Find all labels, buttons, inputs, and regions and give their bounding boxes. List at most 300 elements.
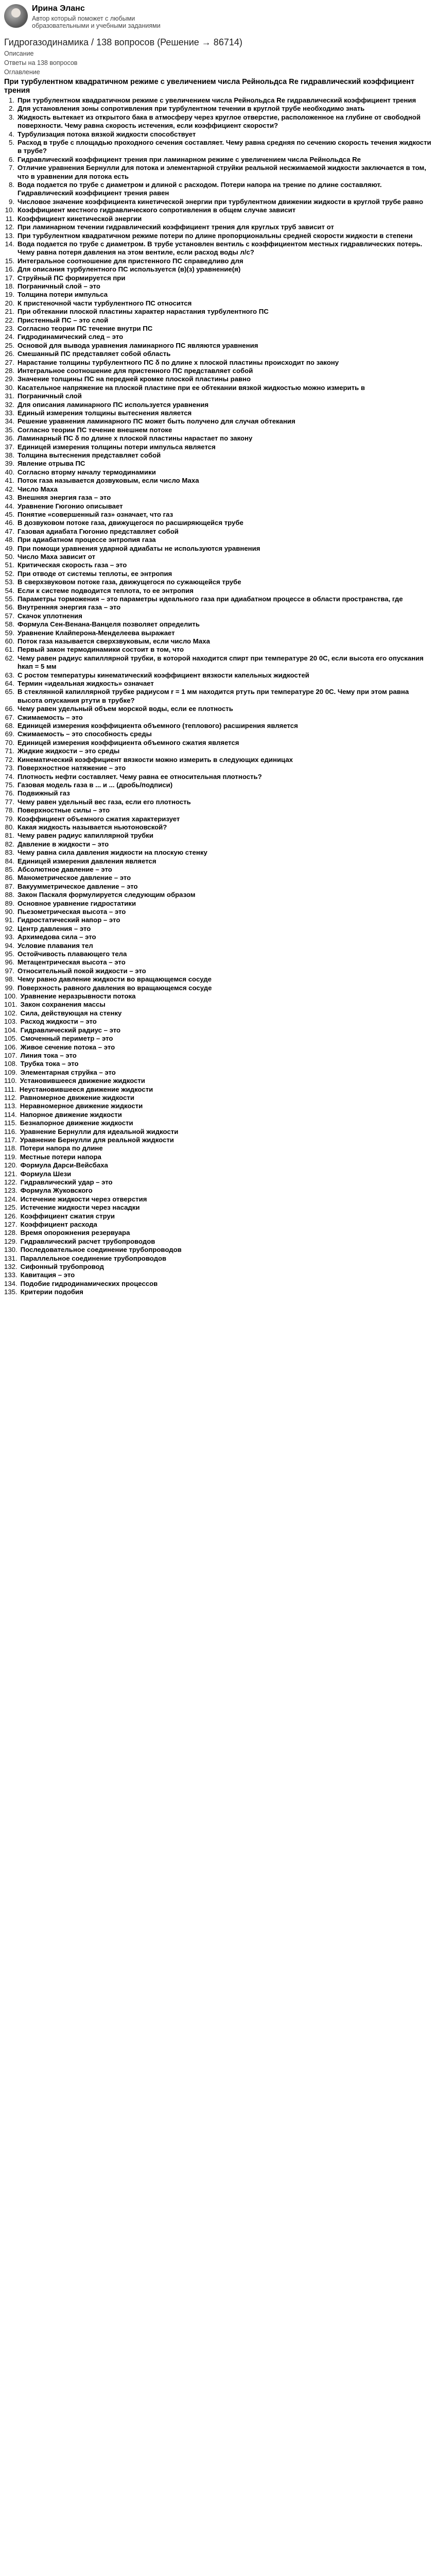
- question-text: Кинематический коэффициент вязкости можно измерить в следующих единицах: [18, 755, 293, 764]
- question-text: Какая жидкость называется ньютоновской?: [18, 823, 167, 831]
- question-text: Параметры торможения – это параметры идеального газа при адиабатном процессе в области пространства, где: [18, 595, 403, 603]
- question-number: 58.: [5, 620, 14, 629]
- question-item: [4, 434, 432, 443]
- question-text: Единицей измерения давления является: [18, 857, 156, 865]
- question-item: [4, 359, 432, 367]
- question-number: 29.: [5, 375, 14, 383]
- question-item: [4, 1144, 432, 1153]
- question-number: 19.: [5, 291, 14, 299]
- question-number: 50.: [5, 552, 14, 561]
- question-list: [4, 96, 432, 1297]
- question-item: [4, 1060, 432, 1068]
- question-number: 53.: [5, 578, 14, 586]
- question-item: [4, 671, 432, 680]
- question-item: [4, 900, 432, 908]
- question-text: Кавитация – это: [20, 1271, 75, 1279]
- question-text: Вода подается по трубе с диаметром и длиной с расходом. Потери напора на трение по длине составляют. Гидравлический коэффициент трения равен: [18, 181, 382, 197]
- question-number: 96.: [5, 958, 14, 967]
- author-avatar[interactable]: [4, 4, 28, 28]
- question-text: Элементарная струйка – это: [20, 1068, 116, 1076]
- question-number: 121.: [4, 1170, 18, 1178]
- question-item: [4, 578, 432, 586]
- question-item: [4, 587, 432, 595]
- question-text: Основное уравнение гидростатики: [18, 899, 136, 907]
- question-number: 94.: [5, 941, 14, 950]
- question-text: Критическая скорость газа – это: [18, 561, 127, 569]
- question-item: [4, 637, 432, 646]
- question-number: 117.: [4, 1136, 17, 1144]
- question-item: [4, 156, 432, 164]
- question-number: 128.: [4, 1229, 18, 1237]
- question-item: [4, 798, 432, 806]
- question-text: Чему равен радиус капиллярной трубки: [18, 832, 153, 840]
- question-number: 67.: [5, 713, 14, 721]
- question-number: 89.: [5, 899, 14, 907]
- question-number: 25.: [5, 341, 14, 349]
- question-item: [4, 1212, 432, 1221]
- question-text: Формула Сен-Венана-Ванцеля позволяет определить: [18, 620, 200, 629]
- question-item: [4, 1001, 432, 1009]
- question-item: [4, 1255, 432, 1263]
- question-item: [4, 468, 432, 477]
- question-number: 87.: [5, 882, 14, 890]
- question-item: [4, 1271, 432, 1279]
- question-number: 52.: [5, 569, 14, 578]
- question-item: [4, 1077, 432, 1085]
- question-number: 80.: [5, 823, 14, 831]
- question-item: [4, 1229, 432, 1237]
- question-item: [4, 443, 432, 451]
- question-number: 124.: [4, 1195, 18, 1203]
- question-item: [4, 849, 432, 857]
- question-item: [4, 883, 432, 891]
- question-item: [4, 1119, 432, 1127]
- question-item: [4, 1178, 432, 1187]
- question-item: [4, 232, 432, 240]
- question-item: [4, 646, 432, 654]
- question-number: 131.: [4, 1254, 18, 1262]
- question-text: Чему равен удельный вес газа, если его плотность: [18, 798, 191, 806]
- question-item: [4, 494, 432, 502]
- question-text: Для описания ламинарного ПС используется уравнения: [18, 400, 209, 409]
- question-text: Формула Жуковского: [20, 1187, 93, 1195]
- question-number: 14.: [5, 240, 14, 248]
- question-text: Линия тока – это: [20, 1051, 77, 1059]
- question-text: В дозвуковом потоке газа, движущегося по расширяющейся трубе: [18, 519, 243, 527]
- question-number: 49.: [5, 544, 14, 552]
- question-text: Расход жидкости – это: [20, 1018, 97, 1026]
- question-number: 45.: [5, 510, 14, 518]
- question-item: [4, 933, 432, 941]
- author-header: [4, 3, 432, 34]
- question-text: Уравнение Бернулли для идеальной жидкости: [20, 1127, 179, 1136]
- question-number: 114.: [4, 1110, 17, 1118]
- question-item: [4, 282, 432, 291]
- question-number: 91.: [5, 916, 14, 924]
- question-text: Абсолютное давление – это: [18, 865, 112, 873]
- question-item: [4, 975, 432, 984]
- question-text: Касательное напряжение на плоской пластине при ее обтекании вязкой жидкостью можно измерить в: [18, 383, 365, 392]
- question-number: 56.: [5, 603, 14, 612]
- question-text: Коэффициент сжатия струи: [20, 1212, 115, 1220]
- question-number: 28.: [5, 367, 14, 375]
- question-item: [4, 747, 432, 755]
- question-number: 104.: [4, 1026, 18, 1034]
- question-number: 130.: [4, 1246, 18, 1254]
- question-number: 126.: [4, 1212, 18, 1220]
- question-text: Пристенный ПС – это слой: [18, 316, 109, 324]
- question-number: 22.: [5, 316, 14, 324]
- question-item: [4, 130, 432, 139]
- question-text: Коэффициент местного гидравлического сопротивления в общем случае зависит: [18, 206, 296, 214]
- lead-question: При турбулентном квадратичном режиме с увеличением числа Рейнольдса Re гидравлический коэффициент трения: [4, 78, 415, 95]
- question-text: Установившееся движение жидкости: [20, 1077, 145, 1085]
- question-number: 98.: [5, 975, 14, 984]
- question-text: Решение уравнения ламинарного ПС может быть получено для случая обтекания: [18, 417, 295, 426]
- question-item: [4, 392, 432, 400]
- question-number: 133.: [4, 1271, 18, 1279]
- question-text: Условие плавания тел: [18, 941, 93, 950]
- question-text: Метацентрическая высота – это: [18, 958, 126, 967]
- question-text: Чему равна сила давления жидкости на плоскую стенку: [18, 849, 207, 857]
- author-name[interactable]: Ирина Эланс: [32, 4, 85, 13]
- question-number: 92.: [5, 924, 14, 933]
- question-item: [4, 1094, 432, 1102]
- question-item: [4, 1043, 432, 1052]
- question-item: [4, 984, 432, 992]
- question-item: [4, 958, 432, 967]
- question-number: 100.: [4, 992, 18, 1001]
- question-item: [4, 561, 432, 569]
- question-item: [4, 426, 432, 434]
- question-text: Явление отрыва ПС: [18, 460, 85, 468]
- question-text: Пограничный слой: [18, 392, 82, 400]
- question-text: Коэффициент объемного сжатия характеризует: [18, 815, 180, 823]
- question-item: [4, 916, 432, 924]
- question-number: 43.: [5, 494, 14, 502]
- question-text: Пьезометрическая высота – это: [18, 908, 126, 916]
- question-number: 18.: [5, 282, 14, 290]
- question-number: 34.: [5, 417, 14, 426]
- question-text: Интегральное соотношение для пристенного ПС справедливо для: [18, 257, 243, 265]
- question-item: [4, 1161, 432, 1170]
- question-number: 76.: [5, 789, 14, 798]
- question-item: [4, 1128, 432, 1136]
- question-item: [4, 536, 432, 544]
- question-number: 42.: [5, 485, 14, 493]
- question-number: 111.: [4, 1085, 16, 1093]
- question-item: [4, 417, 432, 426]
- question-number: 118.: [4, 1144, 17, 1153]
- question-text: Равномерное движение жидкости: [20, 1093, 134, 1101]
- question-text: Уравнение Клайперона-Менделеева выражает: [18, 629, 175, 637]
- question-number: 99.: [5, 984, 14, 992]
- question-text: Манометрическое давление – это: [18, 874, 131, 882]
- question-item: [4, 113, 432, 130]
- question-text: Закон Паскаля формулируется следующим образом: [18, 891, 196, 899]
- question-item: [4, 511, 432, 519]
- question-number: 108.: [4, 1060, 18, 1068]
- question-text: Последовательное соединение трубопроводов: [20, 1246, 182, 1254]
- question-number: 81.: [5, 832, 14, 840]
- question-text: При адиабатном процессе энтропия газа: [18, 536, 156, 544]
- question-number: 79.: [5, 815, 14, 823]
- question-number: 65.: [5, 688, 14, 696]
- question-text: Коэффициент кинетической энергии: [18, 214, 142, 223]
- question-item: [4, 832, 432, 840]
- question-item: [4, 308, 432, 316]
- question-text: Поверхностное натяжение – это: [18, 764, 126, 772]
- question-text: Истечение жидкости через отверстия: [20, 1195, 147, 1203]
- question-item: [4, 257, 432, 265]
- question-number: 122.: [4, 1178, 18, 1186]
- question-item: [4, 181, 432, 198]
- question-item: [4, 1136, 432, 1144]
- question-number: 46.: [5, 519, 14, 527]
- question-text: Газовая адиабата Гюгонио представляет собой: [18, 527, 179, 535]
- question-text: Неравномерное движение жидкости: [20, 1102, 143, 1110]
- question-text: Подобие гидродинамических процессов: [20, 1279, 158, 1287]
- question-number: 38.: [5, 451, 14, 460]
- question-text: Пограничный слой – это: [18, 282, 100, 290]
- question-text: Внешняя энергия газа – это: [18, 494, 111, 502]
- question-text: Гидростатический напор – это: [18, 916, 120, 924]
- question-text: Критерии подобия: [20, 1288, 83, 1296]
- question-text: Сила, действующая на стенку: [20, 1009, 122, 1017]
- question-item: [4, 1035, 432, 1043]
- question-item: [4, 891, 432, 899]
- question-text: Сжимаемость – это: [18, 713, 83, 721]
- question-item: [4, 139, 432, 156]
- question-item: [4, 1238, 432, 1246]
- question-item: [4, 925, 432, 933]
- question-number: 69.: [5, 730, 14, 738]
- question-item: [4, 367, 432, 375]
- question-item: [4, 215, 432, 223]
- question-text: Число Маха: [18, 485, 58, 493]
- question-item: [4, 460, 432, 468]
- question-item: [4, 942, 432, 950]
- question-number: 110.: [4, 1077, 17, 1085]
- question-text: Центр давления – это: [18, 924, 91, 933]
- question-number: 10.: [5, 206, 14, 214]
- question-item: [4, 722, 432, 730]
- question-number: 115.: [4, 1119, 17, 1127]
- question-item: [4, 1153, 432, 1161]
- question-item: [4, 992, 432, 1001]
- question-text: При ламинарном течении гидравлический коэффициент трения для круглых труб зависит от: [18, 223, 334, 231]
- question-item: [4, 316, 432, 325]
- question-number: 64.: [5, 680, 14, 688]
- question-number: 132.: [4, 1263, 18, 1271]
- question-number: 17.: [5, 274, 14, 282]
- question-item: [4, 519, 432, 527]
- question-number: 72.: [5, 755, 14, 764]
- question-number: 3.: [9, 113, 14, 121]
- question-text: Сифонный трубопровод: [20, 1263, 104, 1271]
- question-number: 74.: [5, 772, 14, 781]
- question-text: Числовое значение коэффициента кинетической энергии при турбулентном движении жидкости в круглой трубе равно: [18, 197, 424, 206]
- question-number: 51.: [5, 561, 14, 569]
- question-text: Единицей измерения коэффициента объемного (теплового) расширения является: [18, 722, 298, 730]
- question-number: 107.: [4, 1051, 18, 1059]
- question-text: Гидравлический радиус – это: [20, 1026, 121, 1034]
- question-text: В стеклянной капиллярной трубке радиусом r = 1 мм находится ртуть при температуре 20 0С. Чему при этом равна высота опускания ртути в трубке?: [18, 688, 409, 704]
- question-text: Время опорожнения резервуара: [20, 1229, 130, 1237]
- question-text: Ламинарный ПС δ по длине х плоской пластины нарастает по закону: [18, 434, 253, 443]
- question-number: 48.: [5, 536, 14, 544]
- question-number: 15.: [5, 257, 14, 265]
- question-item: [4, 603, 432, 612]
- question-text: Коэффициент расхода: [20, 1221, 97, 1229]
- question-number: 86.: [5, 874, 14, 882]
- question-number: 97.: [5, 967, 14, 975]
- question-number: 35.: [5, 426, 14, 434]
- question-number: 30.: [5, 383, 14, 392]
- question-item: [4, 714, 432, 722]
- question-text: Значение толщины ПС на передней кромке плоской пластины равно: [18, 375, 251, 383]
- question-item: [4, 240, 432, 257]
- question-text: Газовая модель газа в ... и ... (дробь/подписи): [18, 781, 173, 789]
- question-text: Уравнение Гюгонио описывает: [18, 502, 123, 510]
- question-text: Турбулизация потока вязкой жидкости способствует: [18, 130, 196, 138]
- question-number: 39.: [5, 460, 14, 468]
- author-description: Автор который поможет с любыми образовательными и учебными заданиями: [32, 15, 161, 29]
- question-number: 101.: [4, 1001, 18, 1009]
- question-item: [4, 223, 432, 231]
- question-item: [4, 570, 432, 578]
- question-text: Основой для вывода уравнения ламинарного ПС являются уравнения: [18, 341, 258, 349]
- question-text: С ростом температуры кинематический коэффициент вязкости капельных жидкостей: [18, 671, 309, 679]
- question-text: Параллельное соединение трубопроводов: [20, 1254, 167, 1262]
- question-number: 16.: [5, 265, 14, 274]
- question-item: [4, 502, 432, 511]
- question-item: [4, 485, 432, 494]
- question-text: К пристеночной части турбулентного ПС относится: [18, 299, 192, 307]
- question-item: [4, 688, 432, 705]
- question-item: [4, 528, 432, 536]
- question-number: 2.: [9, 105, 14, 113]
- toc-label: Оглавление: [4, 69, 40, 76]
- question-number: 1.: [9, 96, 14, 104]
- question-text: Формула Шези: [20, 1170, 72, 1178]
- author-info: [32, 3, 166, 29]
- question-number: 37.: [5, 443, 14, 451]
- question-text: Толщина вытеснения представляет собой: [18, 451, 161, 460]
- question-item: [4, 1263, 432, 1271]
- question-item: [4, 198, 432, 206]
- question-item: [4, 1026, 432, 1035]
- question-text: Остойчивость плавающего тела: [18, 950, 127, 958]
- question-item: [4, 654, 432, 671]
- question-item: [4, 730, 432, 738]
- question-item: [4, 1052, 432, 1060]
- question-item: [4, 206, 432, 214]
- question-text: Жидкость вытекает из открытого бака в атмосферу через круглое отверстие, расположенное на глубине от свободной поверхности. Чему равна скорость истечения, если коэффициент скорости?: [18, 113, 421, 130]
- question-item: [4, 705, 432, 713]
- question-text: Архимедова сила – это: [18, 933, 96, 941]
- question-item: [4, 333, 432, 341]
- question-item: [4, 451, 432, 460]
- question-text: Смоченный периметр – это: [20, 1035, 113, 1043]
- question-number: 120.: [4, 1161, 18, 1170]
- question-text: При обтекании плоской пластины характер нарастания турбулентного ПС: [18, 308, 269, 316]
- question-item: [4, 840, 432, 849]
- question-text: Чему равен радиус капиллярной трубки, в которой находится спирт при температуре 20 0С, если высота его опускания hкап = 5 мм: [18, 654, 424, 671]
- question-item: [4, 477, 432, 485]
- question-number: 54.: [5, 586, 14, 595]
- question-number: 70.: [5, 738, 14, 747]
- question-item: [4, 553, 432, 561]
- question-item: [4, 105, 432, 113]
- question-item: [4, 789, 432, 798]
- question-text: Потери напора по длине: [20, 1144, 103, 1153]
- question-text: Единый измерения толщины вытеснения является: [18, 409, 192, 417]
- question-item: [4, 96, 432, 105]
- question-number: 123.: [4, 1187, 18, 1195]
- question-item: [4, 1111, 432, 1119]
- question-item: [4, 823, 432, 832]
- question-item: [4, 806, 432, 815]
- question-item: [4, 1102, 432, 1110]
- question-item: [4, 857, 432, 866]
- question-text: Термин «идеальная жидкость» означает: [18, 680, 154, 688]
- question-text: Скачок уплотнения: [18, 612, 82, 620]
- question-text: Гидродинамический след – это: [18, 333, 124, 341]
- question-number: 13.: [5, 231, 14, 240]
- question-number: 71.: [5, 747, 14, 755]
- question-number: 12.: [5, 223, 14, 231]
- question-number: 90.: [5, 908, 14, 916]
- question-text: Гидравлический удар – это: [20, 1178, 113, 1186]
- answers-label: Ответы на 138 вопросов: [4, 59, 78, 66]
- question-number: 75.: [5, 781, 14, 789]
- question-text: Смешанный ПС представляет собой область: [18, 350, 171, 358]
- question-number: 82.: [5, 840, 14, 848]
- question-item: [4, 781, 432, 789]
- question-text: Живое сечение потока – это: [20, 1043, 115, 1051]
- question-item: [4, 1018, 432, 1026]
- question-number: 134.: [4, 1279, 18, 1287]
- question-text: Отличие уравнения Бернулли для потока и элементарной струйки реальной несжимаемой жидкости заключается в том, что в уравнении для потока есть: [18, 164, 426, 180]
- question-text: Неустановившееся движение жидкости: [19, 1085, 153, 1093]
- question-text: В сверхзвуковом потоке газа, движущегося по сужающейся трубе: [18, 578, 241, 586]
- question-text: При турбулентном квадратичном режиме потери по длине пропорциональны средней скорости жидкости в степени: [18, 231, 413, 240]
- question-number: 102.: [4, 1009, 18, 1017]
- question-text: Толщина потери импульса: [18, 291, 108, 299]
- question-number: 47.: [5, 527, 14, 535]
- question-number: 83.: [5, 849, 14, 857]
- page-title: Гидрогазодинамика / 138 вопросов (Решение → 86714): [4, 37, 242, 47]
- question-item: [4, 908, 432, 916]
- question-text: Чему равен удельный объем морской воды, если ее плотность: [18, 705, 233, 713]
- question-item: [4, 375, 432, 383]
- question-text: Нарастание толщины турбулентного ПС δ по длине х плоской пластины происходит по закону: [18, 358, 339, 366]
- question-item: [4, 1288, 432, 1296]
- question-number: 103.: [4, 1018, 18, 1026]
- question-number: 77.: [5, 798, 14, 806]
- question-text: Поток газа называется дозвуковым, если число Маха: [18, 477, 199, 485]
- question-text: Поток газа называется сверхзвуковым, если число Маха: [18, 637, 210, 645]
- question-text: Внутренняя энергия газа – это: [18, 603, 121, 612]
- question-item: [4, 773, 432, 781]
- question-item: [4, 866, 432, 874]
- question-item: [4, 325, 432, 333]
- question-number: 129.: [4, 1237, 18, 1245]
- question-text: Для описания турбулентного ПС используется (в)(з) уравнение(я): [18, 265, 241, 274]
- question-text: Плотность нефти составляет. Чему равна ее относительная плотность?: [18, 772, 262, 781]
- question-text: Если к системе подводится теплота, то ее энтропия: [18, 586, 194, 595]
